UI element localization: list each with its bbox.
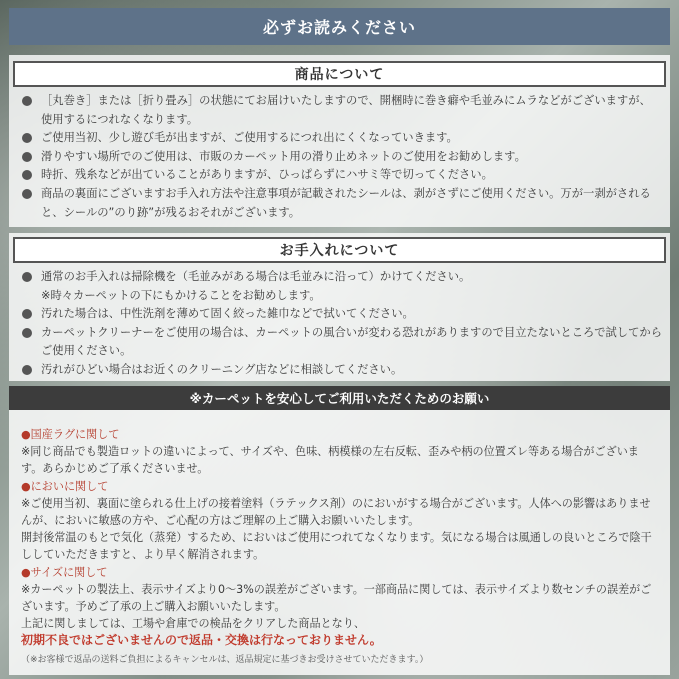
notice-heading: ※カーペットを安心してご利用いただくためのお願い (9, 386, 670, 410)
list-item: ご使用当初、少し遊び毛が出ますが、ご使用するにつれ出にくくなっていきます。 (19, 129, 662, 148)
banner-title: 必ずお読みください (9, 8, 670, 45)
bullet-icon (22, 328, 32, 338)
size-heading: ●サイズに関して (21, 565, 108, 579)
list-item: 滑りやすい場所でのご使用は、市販のカーペット用の滑り止めネットのご使用をお勧めします。 (19, 148, 662, 167)
care-section (9, 233, 670, 381)
care-list (19, 268, 662, 380)
domestic-heading: ●国産ラグに関して (21, 428, 120, 441)
list-item: 時折、残糸などが出ていることがありますが、ひっぱらずにハサミ等で切ってください。 (19, 166, 662, 185)
bullet-icon (22, 96, 32, 106)
bullet-icon (22, 152, 32, 162)
list-item: 汚れた場合は、中性洗剤を薄めて固く絞った雑巾などで拭いてください。 (19, 305, 662, 324)
care-heading: お手入れについて (13, 237, 666, 263)
smell-text-1: ※ご使用当初、裏面に塗られる仕上げの接着塗料（ラテックス剤）のにおいがする場合がございます。人体への影響はありませんが、においに敏感の方や、ご心配の方はご理解の上ご購入お願いいたします。 (21, 496, 651, 528)
smell-text-2: 開封後常温のもとで気化（蒸発）するため、においはご使用につれてなくなります。気になる場合は風通しの良いところで陰干ししていただきますと、より早く解消されます。 (21, 531, 652, 562)
smell-heading: ●においに関して (21, 479, 109, 493)
domestic-text: ※同じ商品でも製造ロットの違いによって、サイズや、色味、柄模様の左右反転、歪みや柄の位置ズレ等ある場合がございます。あらかじめご了承くださいませ。 (21, 445, 639, 476)
product-list (19, 92, 662, 222)
list-item: 通常のお手入れは掃除機を（毛並みがある場合は毛並みに沿って）かけてください。 ※時々カーペットの下にもかけることをお勧めします。 (19, 268, 662, 305)
bullet-icon (22, 170, 32, 180)
bullet-icon (22, 309, 32, 319)
size-warning: 初期不良ではございませんので返品・交換は行なっておりません。 (21, 633, 382, 648)
list-item: ［丸巻き］または［折り畳み］の状態にてお届けいたしますので、開梱時に巻き癖や毛並みにムラなどがございますが、使用するにつれなくなります。 (19, 92, 662, 129)
size-text-2: 上記に関しましては、工場や倉庫での検品をクリアした商品となり、 (21, 617, 365, 631)
bullet-icon (22, 365, 32, 375)
bullet-icon (22, 272, 32, 282)
notice-body (21, 426, 660, 670)
footnote: （※お客様で返品の送料ご負担によるキャンセルは、返品規定に基づきお受けさせていただきます。） (21, 654, 429, 665)
size-text-1: ※カーペットの製法上、表示サイズより0〜3%の誤差がございます。一部商品に関しては、表示サイズより数センチの誤差がございます。予めご了承の上ご購入お願いいたします。 (21, 582, 652, 614)
list-item: カーペットクリーナーをご使用の場合は、カーペットの風合いが変わる恐れがありますので目立たないところで試してからご使用ください。 (19, 324, 662, 361)
list-item: 商品の裏面にございますお手入れ方法や注意事項が記載されたシールは、剥がさずにご使用ください。万が一剥がされると、シールの”のり跡”が残るおそれがございます。 (19, 185, 662, 222)
bullet-icon (22, 189, 32, 199)
notice-section (9, 386, 670, 675)
bullet-icon (22, 133, 32, 143)
list-item: 汚れがひどい場合はお近くのクリーニング店などに相談してください。 (19, 361, 662, 380)
product-heading: 商品について (13, 61, 666, 87)
product-section (9, 55, 670, 227)
